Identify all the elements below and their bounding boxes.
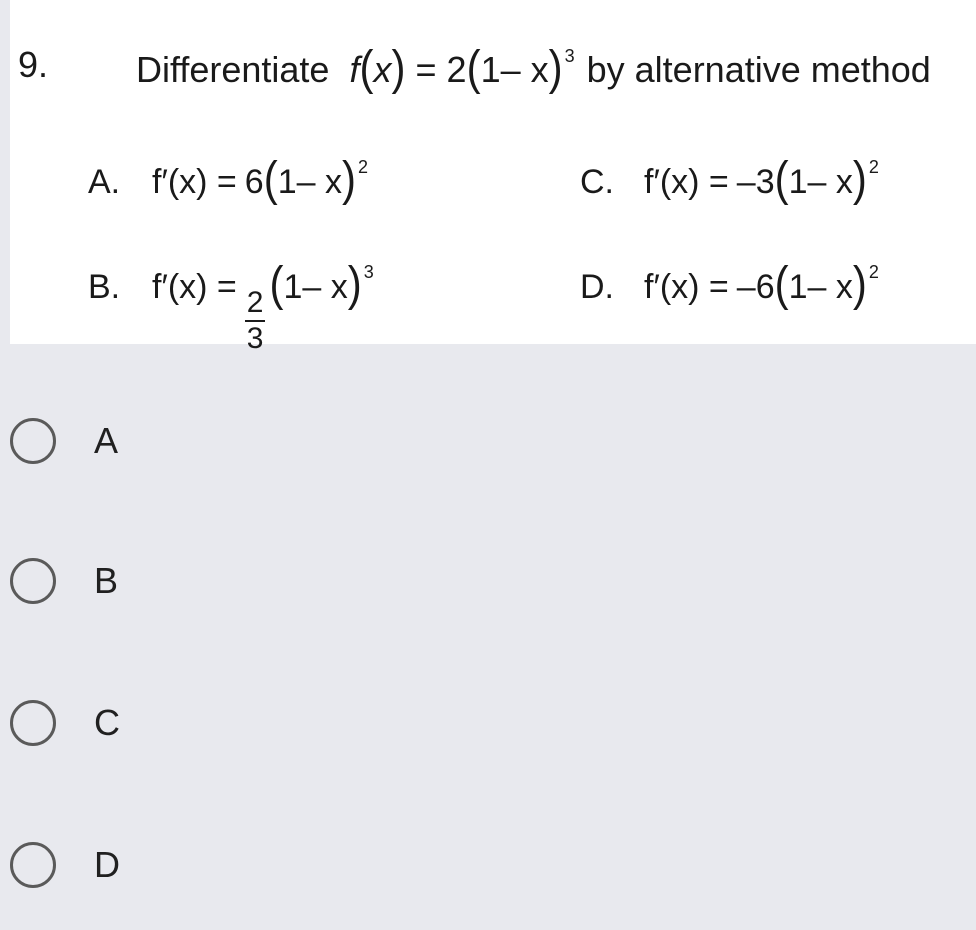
function-var: x xyxy=(373,49,392,90)
stem-prefix: Differentiate xyxy=(136,49,330,90)
option-power: 3 xyxy=(363,262,374,282)
radio-d[interactable] xyxy=(10,842,56,888)
radio-a[interactable] xyxy=(10,418,56,464)
fraction-numerator: 2 xyxy=(245,288,266,322)
function-power: 3 xyxy=(564,46,575,66)
option-power: 2 xyxy=(868,262,879,282)
option-lhs: f′(x) = xyxy=(644,268,729,306)
stem-suffix: by alternative method xyxy=(586,49,931,90)
function-coef: 2 xyxy=(446,49,467,90)
option-inner: 1– x xyxy=(277,163,342,201)
option-a: A. f′(x) = 6 ( 1– x ) 2 xyxy=(88,151,368,206)
function-eq: = xyxy=(415,49,437,90)
choice-b[interactable] xyxy=(10,558,118,604)
choice-c[interactable] xyxy=(10,700,120,746)
choice-label-d: D xyxy=(94,844,120,885)
question-card xyxy=(10,0,976,355)
option-inner: 1– x xyxy=(283,268,348,306)
option-coef: –3 xyxy=(736,163,775,201)
radio-b[interactable] xyxy=(10,558,56,604)
option-power: 2 xyxy=(868,157,879,177)
option-d: D. f′(x) = –6 ( 1– x ) 2 xyxy=(580,256,879,311)
option-coef: 6 xyxy=(244,163,264,201)
choice-label-b: B xyxy=(94,560,119,601)
option-b: B. f′(x) = $\frac{2}{3}$ ( 1– x ) 3 xyxy=(88,256,374,355)
function-name: f xyxy=(349,49,360,90)
option-inner: 1– x xyxy=(788,163,853,201)
choice-a[interactable] xyxy=(10,418,118,464)
function-inner: 1– x xyxy=(480,49,549,90)
option-lhs: f′(x) = xyxy=(152,163,237,201)
option-power: 2 xyxy=(357,157,368,177)
choice-label-c: C xyxy=(94,702,120,743)
choice-label-a: A xyxy=(94,420,119,461)
stem-function: f(x) = 2(1– x) $^3$ xyxy=(349,40,575,95)
option-c: C. f′(x) = –3 ( 1– x ) 2 xyxy=(580,151,879,206)
option-letter: C. xyxy=(580,163,614,201)
option-letter: B. xyxy=(88,268,121,306)
option-fraction xyxy=(245,288,266,354)
option-letter: D. xyxy=(580,268,614,306)
option-coef: –6 xyxy=(736,268,775,306)
question-stem xyxy=(136,40,931,95)
question-number: 9. xyxy=(18,44,49,85)
radio-c[interactable] xyxy=(10,700,56,746)
option-lhs: f′(x) = xyxy=(152,268,237,306)
option-lhs: f′(x) = xyxy=(644,163,729,201)
choice-d[interactable] xyxy=(10,842,120,888)
option-inner: 1– x xyxy=(788,268,853,306)
fraction-denominator: 3 xyxy=(246,322,264,355)
option-letter: A. xyxy=(88,163,121,201)
